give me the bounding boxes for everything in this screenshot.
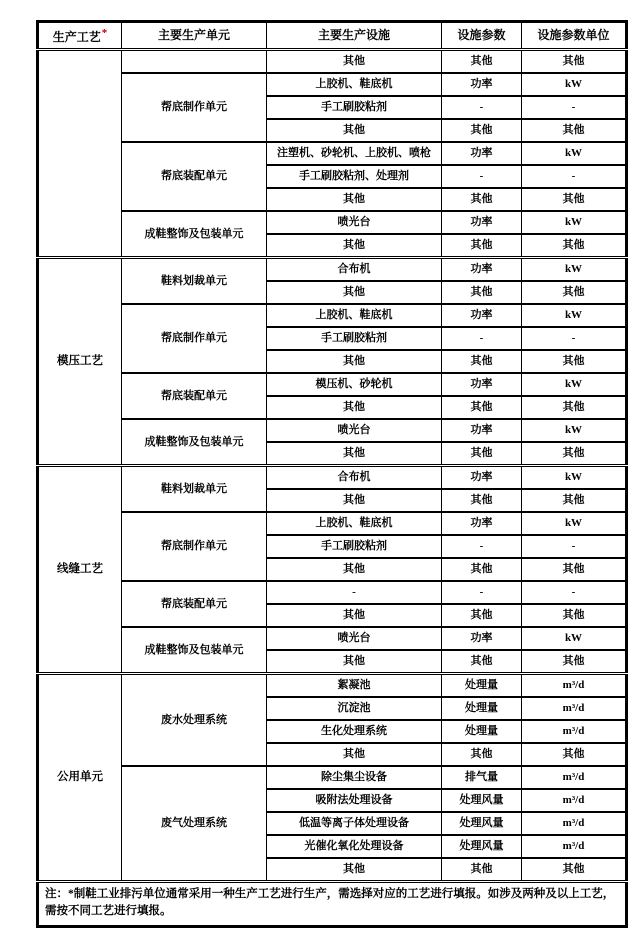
param-unit-cell: kW: [522, 304, 627, 327]
param-cell: 功率: [442, 304, 522, 327]
facility-cell: 其他: [267, 604, 442, 627]
header-param: 设施参数: [442, 22, 522, 50]
param-unit-cell: 其他: [522, 350, 627, 373]
param-unit-cell: kW: [522, 627, 627, 650]
facility-cell: 其他: [267, 234, 442, 258]
param-cell: 其他: [442, 119, 522, 142]
facility-cell: 吸附法处理设备: [267, 789, 442, 812]
param-cell: 排气量: [442, 766, 522, 789]
facility-cell: 其他: [267, 743, 442, 766]
table-row: [38, 466, 627, 490]
param-cell: -: [442, 165, 522, 188]
header-process: [38, 22, 122, 50]
param-unit-cell: 其他: [522, 650, 627, 674]
param-unit-cell: kW: [522, 211, 627, 234]
param-unit-cell: m³/d: [522, 697, 627, 720]
param-unit-cell: 其他: [522, 234, 627, 258]
param-unit-cell: kW: [522, 419, 627, 442]
process-facility-table: [36, 20, 628, 928]
param-unit-cell: -: [522, 581, 627, 604]
param-cell: 其他: [442, 350, 522, 373]
param-cell: 其他: [442, 558, 522, 581]
param-unit-cell: -: [522, 535, 627, 558]
unit-cell: 帮底制作单元: [122, 73, 267, 142]
param-cell: 功率: [442, 373, 522, 396]
facility-cell: 手工刷胶粘剂: [267, 327, 442, 350]
param-cell: 功率: [442, 258, 522, 282]
facility-cell: 合布机: [267, 466, 442, 490]
facility-cell: 模压机、砂轮机: [267, 373, 442, 396]
unit-cell: 帮底制作单元: [122, 512, 267, 581]
param-unit-cell: m³/d: [522, 835, 627, 858]
param-unit-cell: m³/d: [522, 720, 627, 743]
facility-cell: 低温等离子体处理设备: [267, 812, 442, 835]
param-cell: 处理风量: [442, 789, 522, 812]
process-cell: 线缝工艺: [38, 466, 122, 674]
param-cell: -: [442, 581, 522, 604]
param-cell: 功率: [442, 142, 522, 165]
facility-cell: 其他: [267, 119, 442, 142]
header-facility: 主要生产设施: [267, 22, 442, 50]
param-unit-cell: m³/d: [522, 766, 627, 789]
table-row: [38, 211, 627, 234]
table-row: [38, 766, 627, 789]
unit-cell: 帮底制作单元: [122, 304, 267, 373]
asterisk-mark: *: [101, 27, 108, 39]
param-unit-cell: -: [522, 96, 627, 119]
param-unit-cell: 其他: [522, 604, 627, 627]
param-cell: 功率: [442, 73, 522, 96]
param-cell: 功率: [442, 211, 522, 234]
note-row: [38, 882, 627, 927]
table-row: [38, 627, 627, 650]
unit-cell: 帮底装配单元: [122, 142, 267, 211]
param-cell: 其他: [442, 188, 522, 211]
param-cell: 处理风量: [442, 812, 522, 835]
facility-cell: 除尘集尘设备: [267, 766, 442, 789]
facility-cell: 其他: [267, 396, 442, 419]
param-cell: 处理量: [442, 697, 522, 720]
facility-cell: 其他: [267, 650, 442, 674]
param-cell: 其他: [442, 442, 522, 466]
param-unit-cell: 其他: [522, 119, 627, 142]
param-unit-cell: 其他: [522, 188, 627, 211]
facility-cell: 喷光台: [267, 627, 442, 650]
table-row: [38, 512, 627, 535]
facility-cell: 其他: [267, 281, 442, 304]
param-cell: 其他: [442, 858, 522, 882]
param-cell: -: [442, 96, 522, 119]
param-cell: 处理量: [442, 674, 522, 698]
param-cell: 功率: [442, 627, 522, 650]
facility-cell: 光催化氧化处理设备: [267, 835, 442, 858]
unit-cell: 废水处理系统: [122, 674, 267, 767]
unit-cell: 帮底装配单元: [122, 581, 267, 627]
unit-cell: 废气处理系统: [122, 766, 267, 882]
footnote: 注：*制鞋工业排污单位通常采用一种生产工艺进行生产，需选择对应的工艺进行填报。如涉及两种及以上工艺，需按不同工艺进行填报。: [38, 882, 627, 927]
unit-cell: 帮底装配单元: [122, 373, 267, 419]
facility-cell: 合布机: [267, 258, 442, 282]
table-row: [38, 304, 627, 327]
param-unit-cell: kW: [522, 512, 627, 535]
param-unit-cell: 其他: [522, 558, 627, 581]
param-cell: 其他: [442, 234, 522, 258]
param-cell: 功率: [442, 419, 522, 442]
param-cell: 功率: [442, 512, 522, 535]
table-row: [38, 50, 627, 74]
unit-cell: 成鞋整饰及包装单元: [122, 627, 267, 674]
param-cell: 其他: [442, 396, 522, 419]
param-cell: -: [442, 327, 522, 350]
param-unit-cell: m³/d: [522, 674, 627, 698]
param-unit-cell: m³/d: [522, 789, 627, 812]
param-unit-cell: 其他: [522, 489, 627, 512]
param-cell: 其他: [442, 281, 522, 304]
param-unit-cell: 其他: [522, 442, 627, 466]
param-unit-cell: kW: [522, 373, 627, 396]
facility-cell: 其他: [267, 858, 442, 882]
param-cell: 其他: [442, 650, 522, 674]
param-unit-cell: -: [522, 165, 627, 188]
process-cell: 公用单元: [38, 674, 122, 882]
param-unit-cell: 其他: [522, 281, 627, 304]
facility-cell: -: [267, 581, 442, 604]
facility-cell: 生化处理系统: [267, 720, 442, 743]
facility-cell: 手工刷胶粘剂、处理剂: [267, 165, 442, 188]
unit-cell: 鞋料划裁单元: [122, 466, 267, 513]
param-unit-cell: kW: [522, 258, 627, 282]
unit-cell: 成鞋整饰及包装单元: [122, 211, 267, 258]
facility-cell: 沉淀池: [267, 697, 442, 720]
param-unit-cell: 其他: [522, 50, 627, 74]
param-unit-cell: kW: [522, 73, 627, 96]
table-row: [38, 581, 627, 604]
facility-cell: 喷光台: [267, 211, 442, 234]
param-unit-cell: kW: [522, 466, 627, 490]
table-row: [38, 373, 627, 396]
table-row: [38, 674, 627, 698]
facility-cell: 其他: [267, 442, 442, 466]
process-cell: [38, 50, 122, 258]
facility-cell: 上胶机、鞋底机: [267, 73, 442, 96]
process-cell: 模压工艺: [38, 258, 122, 466]
header-param-unit: 设施参数单位: [522, 22, 627, 50]
param-cell: 处理风量: [442, 835, 522, 858]
param-cell: 其他: [442, 604, 522, 627]
param-cell: -: [442, 535, 522, 558]
table-row: [38, 419, 627, 442]
param-unit-cell: m³/d: [522, 812, 627, 835]
table-body: [38, 50, 627, 882]
param-unit-cell: kW: [522, 142, 627, 165]
unit-cell: 鞋料划裁单元: [122, 258, 267, 305]
facility-cell: 上胶机、鞋底机: [267, 304, 442, 327]
facility-cell: 手工刷胶粘剂: [267, 535, 442, 558]
param-unit-cell: 其他: [522, 396, 627, 419]
facility-cell: 其他: [267, 489, 442, 512]
param-unit-cell: 其他: [522, 858, 627, 882]
facility-cell: 其他: [267, 350, 442, 373]
facility-cell: 上胶机、鞋底机: [267, 512, 442, 535]
param-cell: 功率: [442, 466, 522, 490]
param-cell: 处理量: [442, 720, 522, 743]
table-row: [38, 142, 627, 165]
facility-cell: 喷光台: [267, 419, 442, 442]
param-cell: 其他: [442, 50, 522, 74]
param-cell: 其他: [442, 743, 522, 766]
unit-cell: 成鞋整饰及包装单元: [122, 419, 267, 466]
facility-cell: 其他: [267, 558, 442, 581]
facility-cell: 其他: [267, 188, 442, 211]
facility-cell: 注塑机、砂轮机、上胶机、喷枪: [267, 142, 442, 165]
facility-cell: 手工刷胶粘剂: [267, 96, 442, 119]
facility-cell: 絮凝池: [267, 674, 442, 698]
param-cell: 其他: [442, 489, 522, 512]
header-process-label: 生产工艺: [52, 30, 101, 44]
param-unit-cell: 其他: [522, 743, 627, 766]
header-unit: 主要生产单元: [122, 22, 267, 50]
table-row: [38, 258, 627, 282]
table-row: [38, 73, 627, 96]
header-row: [38, 22, 627, 50]
facility-cell: 其他: [267, 50, 442, 74]
param-unit-cell: -: [522, 327, 627, 350]
unit-cell: [122, 50, 267, 74]
